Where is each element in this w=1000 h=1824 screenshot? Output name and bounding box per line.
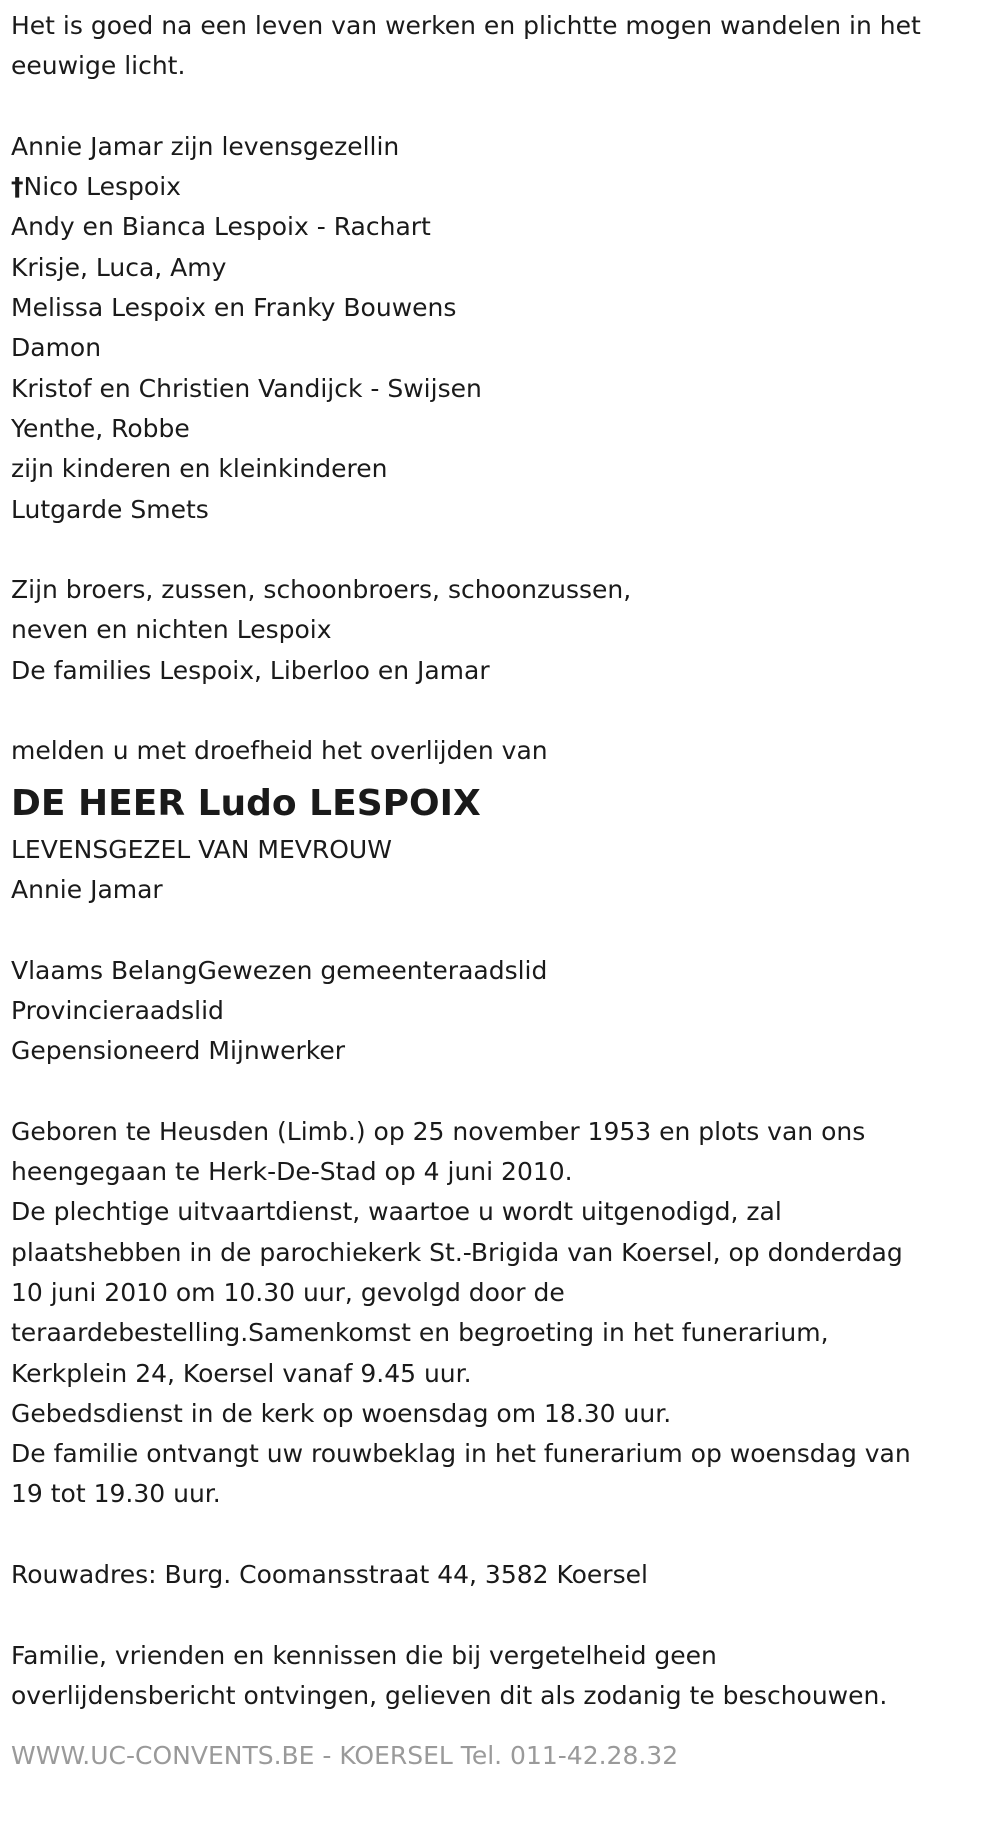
announcement: melden u met droefheid het overlijden van [11,736,548,766]
details-line: plaatshebben in de parochiekerk St.-Brigida van Koersel, op donderdag [11,1237,903,1267]
details-line: De familie ontvangt uw rouwbeklag in het funerarium op woensdag van [11,1439,911,1469]
details-line: Kerkplein 24, Koersel vanaf 9.45 uur. [11,1358,472,1388]
deceased-name-heading: DE HEER Ludo LESPOIX [11,782,481,824]
deceased-child-name: Nico Lespoix [23,172,181,202]
relatives-line: De families Lespoix, Liberloo en Jamar [11,655,490,685]
relatives-line: neven en nichten Lespoix [11,615,332,645]
details-line: 19 tot 19.30 uur. [11,1479,221,1509]
family-member: zijn kinderen en kleinkinderen [11,454,388,484]
family-deceased-child [11,167,996,207]
family-member: Krisje, Luca, Amy [11,252,227,282]
details-line: teraardebestelling.Samenkomst en begroeting in het funerarium, [11,1318,829,1348]
spacer [11,1071,996,1111]
intro-line: eeuwige licht. [11,51,186,81]
mourning-address: Rouwadres: Burg. Coomansstraat 44, 3582 Koersel [11,1559,648,1589]
family-member: Damon [11,333,102,363]
spacer [11,691,996,731]
closing-line: Familie, vrienden en kennissen die bij vergetelheid geen [11,1640,717,1670]
deceased-function: Vlaams BelangGewezen gemeenteraadslid [11,955,548,985]
spacer [11,87,996,127]
details-line: 10 juni 2010 om 10.30 uur, gevolgd door de [11,1277,565,1307]
family-member: Kristof en Christien Vandijck - Swijsen [11,373,482,403]
family-member: Yenthe, Robbe [11,413,190,443]
details-line: De plechtige uitvaartdienst, waartoe u wordt uitgenodigd, zal [11,1197,782,1227]
deceased-partner-name: Annie Jamar [11,874,163,904]
cross-icon: † [11,172,24,202]
relatives-line: Zijn broers, zussen, schoonbroers, schoonzussen, [11,575,632,605]
spacer [11,530,996,570]
deceased-function: Gepensioneerd Mijnwerker [11,1036,346,1066]
family-member: Lutgarde Smets [11,494,209,524]
closing-line: overlijdensbericht ontvingen, gelieven dit als zodanig te beschouwen. [11,1680,888,1710]
spacer [11,910,996,950]
family-partner: Annie Jamar zijn levensgezellin [11,131,400,161]
spacer [11,1595,996,1635]
family-member: Andy en Bianca Lespoix - Rachart [11,212,431,242]
deceased-function: Provincieraadslid [11,995,224,1025]
details-line: Gebedsdienst in de kerk op woensdag om 18.30 uur. [11,1398,672,1428]
details-line: heengegaan te Herk-De-Stad op 4 juni 2010. [11,1157,573,1187]
intro-line: Het is goed na een leven van werken en plichtte mogen wandelen in het [11,11,921,40]
footer-contact: WWW.UC-CONVENTS.BE - KOERSEL Tel. 011-42.28.32 [11,1741,679,1771]
obituary-notice [11,6,996,1776]
family-member: Melissa Lespoix en Franky Bouwens [11,293,457,323]
details-line: Geboren te Heusden (Limb.) op 25 november 1953 en plots van ons [11,1116,866,1146]
deceased-relation: LEVENSGEZEL VAN MEVROUW [11,834,392,864]
spacer [11,1515,996,1555]
